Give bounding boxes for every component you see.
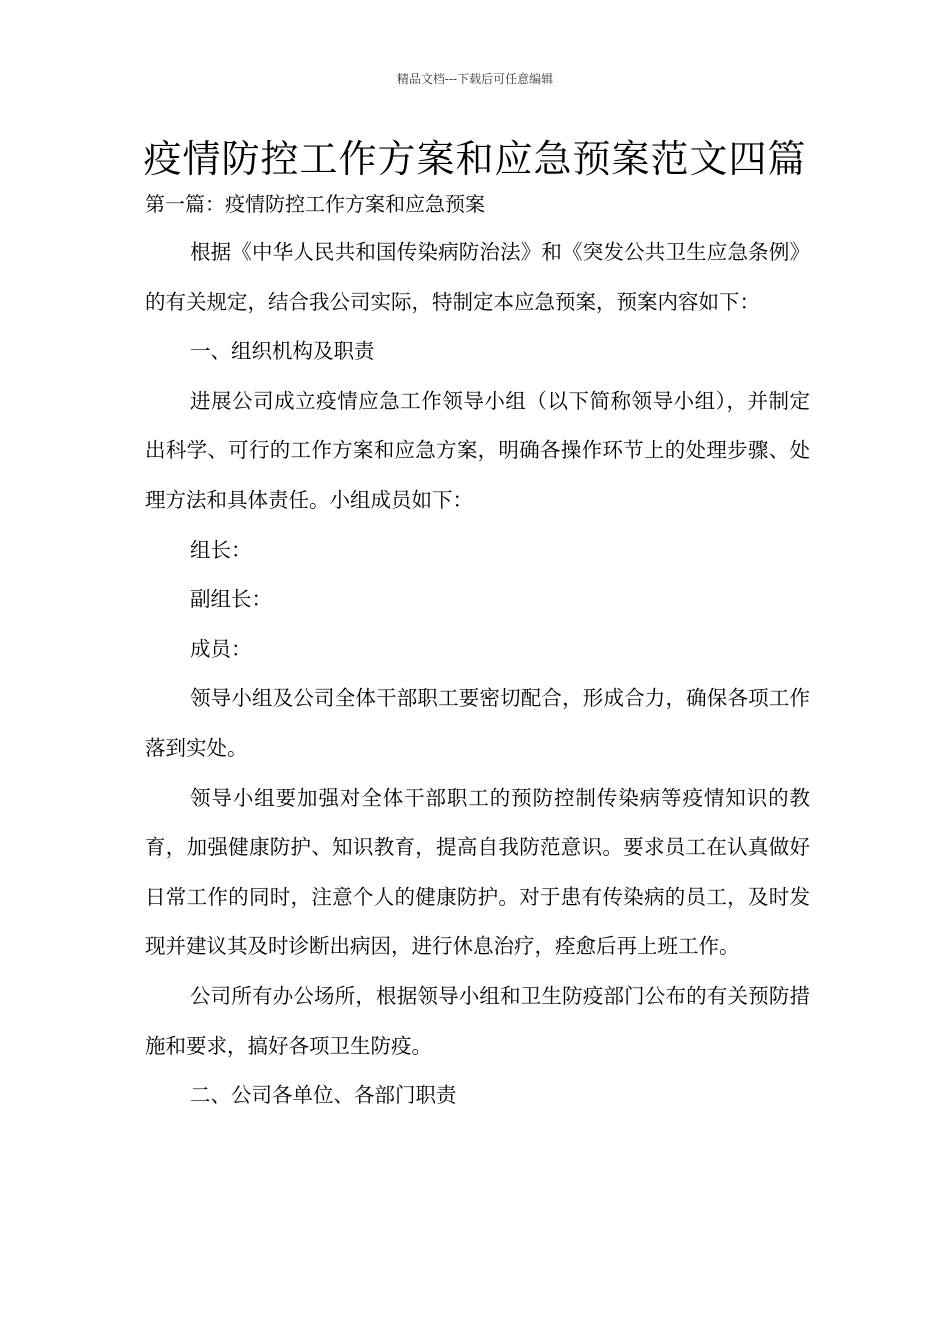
paragraph: 公司所有办公场所，根据领导小组和卫生防疫部门公布的有关预防措施和要求，搞好各项卫生防疫。 — [145, 983, 810, 1058]
member-line-deputy: 副组长： — [190, 587, 272, 612]
paragraph: 领导小组要加强对全体干部职工的预防控制传染病等疫情知识的教育，加强健康防护、知识教育，提高自我防范意识。要求员工在认真做好日常工作的同时，注意个人的健康防护。对于患有传染病的员工，及时发现并建议其及时诊断出病因，进行休息治疗，痊愈后再上班工作。 — [145, 785, 810, 959]
header-note: 精品文档---下载后可任意编辑 — [396, 72, 554, 86]
document-title: 疫情防控工作方案和应急预案范文四篇 — [143, 137, 807, 181]
paragraph: 根据《中华人民共和国传染病防治法》和《突发公共卫生应急条例》的有关规定，结合我公司实际，特制定本应急预案，预案内容如下： — [145, 240, 810, 314]
section-heading: 二、公司各单位、各部门职责 — [190, 1083, 457, 1108]
section-heading: 一、组织机构及职责 — [190, 339, 375, 364]
member-line-members: 成员： — [190, 636, 252, 661]
paragraph: 领导小组及公司全体干部职工要密切配合，形成合力，确保各项工作落到实处。 — [145, 686, 810, 760]
document-body — [145, 228, 810, 1121]
paragraph: 进展公司成立疫情应急工作领导小组（以下简称领导小组），并制定出科学、可行的工作方案和应急方案，明确各操作环节上的处理步骤、处理方法和具体责任。小组成员如下： — [145, 388, 810, 512]
member-line-leader: 组长： — [190, 537, 252, 562]
section-subtitle: 第一篇：疫情防控工作方案和应急预案 — [145, 192, 485, 216]
